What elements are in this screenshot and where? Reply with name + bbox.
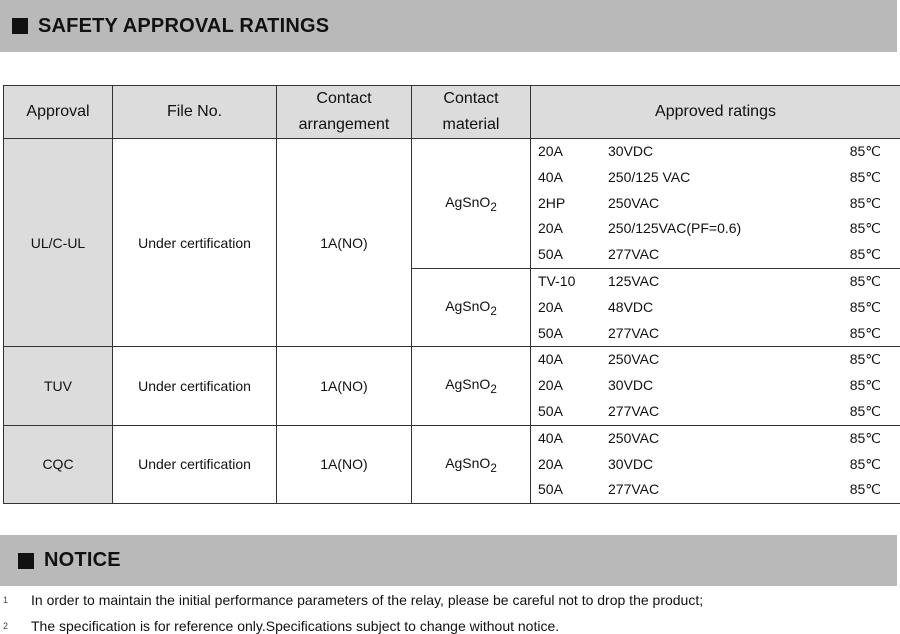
- rating-current: 50A: [538, 481, 563, 498]
- rating-temperature: 85℃: [849, 298, 881, 315]
- section-title: SAFETY APPROVAL RATINGS: [38, 14, 330, 37]
- rating-temperature: 85℃: [849, 246, 881, 263]
- rating-temperature: 85℃: [849, 220, 881, 237]
- rating-voltage: 250/125VAC(PF=0.6): [608, 220, 742, 237]
- rating-voltage: 277VAC: [608, 324, 660, 341]
- rating-temperature: 85℃: [849, 351, 881, 368]
- approval-cell: TUV: [4, 347, 113, 425]
- rating-voltage: 277VAC: [608, 402, 660, 419]
- notice-item: [3, 592, 703, 608]
- notice-number: 2: [3, 621, 9, 631]
- rating-current: 20A: [538, 455, 563, 472]
- approval-cell: UL/C-UL: [4, 139, 113, 347]
- square-bullet-icon: [12, 18, 28, 34]
- table-row: [4, 425, 900, 503]
- material-text: AgSnO: [445, 454, 491, 471]
- notice-text: In order to maintain the initial performance parameters of the relay, please be careful not to drop the product;: [31, 592, 704, 608]
- rating-voltage: 30VDC: [608, 143, 654, 159]
- rating-voltage: 250VAC: [608, 429, 660, 446]
- arrangement-cell: 1A(NO): [277, 347, 412, 425]
- rating-current: 50A: [538, 402, 563, 419]
- arrangement-cell: 1A(NO): [277, 425, 412, 503]
- material-subscript: 2: [490, 382, 497, 396]
- ratings-cell: [531, 425, 900, 503]
- header-file-no: File No.: [113, 86, 277, 139]
- square-bullet-icon: [18, 553, 34, 569]
- file-no-cell: Under certification: [113, 347, 277, 425]
- notice-text: The specification is for reference only.Specifications subject to change without notice.: [31, 618, 560, 634]
- rating-current: 50A: [538, 246, 563, 263]
- safety-approval-header: [0, 0, 897, 52]
- safety-ratings-table: [3, 85, 900, 504]
- notice-item: [3, 618, 559, 634]
- notice-header: [0, 535, 897, 586]
- rating-voltage: 125VAC: [608, 272, 660, 289]
- table-body: [4, 139, 900, 504]
- material-text: AgSnO: [445, 376, 491, 393]
- rating-voltage: 250VAC: [608, 351, 660, 368]
- rating-line: [531, 477, 900, 503]
- file-no-cell: Under certification: [113, 139, 277, 347]
- header-contact-arrangement: Contact arrangement: [277, 86, 412, 139]
- rating-voltage: 30VDC: [608, 455, 654, 472]
- rating-line: [531, 165, 900, 191]
- file-no-cell: Under certification: [113, 425, 277, 503]
- header-contact-material: Contact material: [412, 86, 531, 139]
- approval-cell: CQC: [4, 425, 113, 503]
- rating-line: [531, 452, 900, 478]
- rating-line: [531, 269, 900, 295]
- rating-temperature: 85℃: [849, 377, 881, 394]
- rating-voltage: 30VDC: [608, 377, 654, 394]
- arrangement-cell: 1A(NO): [277, 139, 412, 347]
- table-row: [4, 139, 900, 269]
- rating-voltage: 277VAC: [608, 481, 660, 498]
- rating-temperature: 85℃: [849, 194, 881, 211]
- rating-line: [531, 347, 900, 373]
- rating-temperature: 85℃: [849, 272, 881, 289]
- rating-line: [531, 139, 900, 165]
- rating-line: [531, 295, 900, 321]
- rating-temperature: 85℃: [849, 402, 881, 419]
- ratings-cell: [531, 268, 900, 346]
- rating-temperature: 85℃: [849, 143, 881, 159]
- rating-line: [531, 216, 900, 242]
- material-cell: [412, 268, 531, 346]
- rating-line: [531, 242, 900, 268]
- rating-line: [531, 191, 900, 217]
- material-subscript: 2: [490, 304, 497, 318]
- material-cell: [412, 425, 531, 503]
- rating-voltage: 250/125 VAC: [608, 168, 691, 185]
- rating-current: TV-10: [538, 272, 576, 289]
- rating-current: 20A: [538, 298, 563, 315]
- material-text: AgSnO: [445, 297, 491, 314]
- ratings-cell: [531, 139, 900, 269]
- rating-current: 2HP: [538, 194, 566, 211]
- ratings-cell: [531, 347, 900, 425]
- rating-temperature: 85℃: [849, 455, 881, 472]
- header-approved-ratings: Approved ratings: [531, 86, 900, 139]
- rating-current: 50A: [538, 324, 563, 341]
- rating-current: 40A: [538, 429, 563, 446]
- table-header-row: [4, 86, 900, 139]
- header-approval: Approval: [4, 86, 113, 139]
- rating-current: 20A: [538, 220, 563, 237]
- material-subscript: 2: [490, 461, 497, 475]
- rating-line: [531, 426, 900, 452]
- rating-line: [531, 373, 900, 399]
- material-cell: [412, 139, 531, 269]
- section-title: NOTICE: [44, 549, 121, 571]
- rating-current: 20A: [538, 377, 563, 394]
- rating-line: [531, 321, 900, 347]
- table-row: [4, 347, 900, 425]
- material-subscript: 2: [490, 200, 497, 214]
- rating-current: 20A: [538, 143, 563, 159]
- rating-current: 40A: [538, 168, 563, 185]
- material-text: AgSnO: [445, 193, 491, 210]
- material-cell: [412, 347, 531, 425]
- rating-voltage: 277VAC: [608, 246, 660, 263]
- rating-temperature: 85℃: [849, 481, 881, 498]
- rating-voltage: 48VDC: [608, 298, 654, 315]
- rating-line: [531, 399, 900, 425]
- rating-voltage: 250VAC: [608, 194, 660, 211]
- rating-temperature: 85℃: [849, 429, 881, 446]
- rating-temperature: 85℃: [849, 324, 881, 341]
- rating-current: 40A: [538, 351, 563, 368]
- notice-number: 1: [3, 595, 9, 605]
- rating-temperature: 85℃: [849, 168, 881, 185]
